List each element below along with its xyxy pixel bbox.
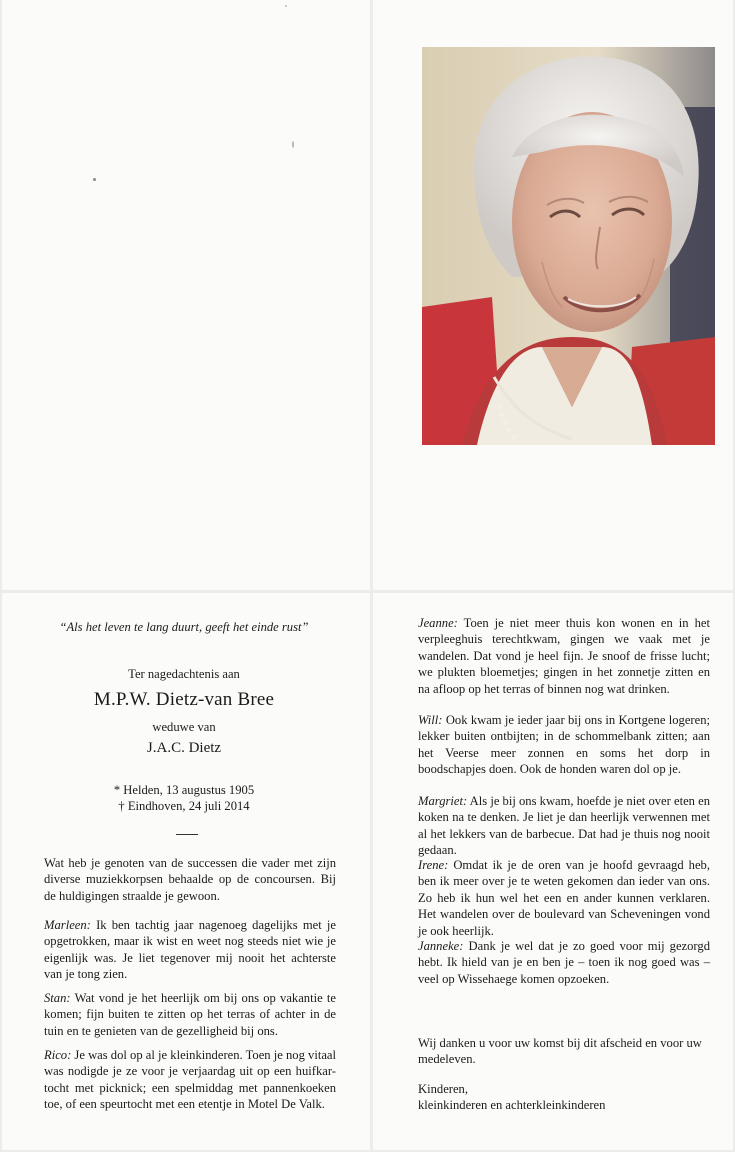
- paragraph-intro: Wat heb je genoten van de successen die vader met zijn diverse muziekkorpsen behaalde op de concoursen. Bij de huldigingen straalde je gewoon.: [44, 856, 336, 903]
- paper-speck: [292, 141, 294, 148]
- paragraph-text: Je was dol op al je kleinkinderen. Toen je nog vitaal was nodigde je ze voor je verjaardag uit op een huifkar-tocht met picknick; een spelmiddag met pannenkoeken toe, of een speurtocht met een etentje in Motel De Valk.: [44, 1048, 336, 1112]
- paragraph-rico: [44, 1047, 336, 1113]
- speaker-name: Jeanne:: [418, 616, 458, 630]
- paper-speck: [285, 5, 287, 7]
- paragraph-text: Als je bij ons kwam, hoefde je niet over eten en koken na te denken. Je liet je dan heerlijk verwennen met al het lekkers van de barbecue. Dat had je thuis nog nooit gedaan.: [418, 794, 710, 858]
- paragraph-text: Omdat ik je de oren van je hoofd gevraagd heb, ben ik meer over je te weten gekomen dan ieder van ons. Zo heb ik hun wel het een en ander kunnen verklaren. Het wandelen over de boulevard van Scheveningen vond je ook heerlijk.: [418, 858, 710, 938]
- speaker-name: Rico:: [44, 1048, 72, 1062]
- speaker-name: Will:: [418, 713, 443, 727]
- paragraph-janneke: [418, 938, 710, 987]
- paragraph-text: Wat vond je het heerlijk om bij ons op vakantie te komen; fijn buiten te zitten op het terras of achter in de tuin en te genieten van de gezelligheid bij ons.: [44, 991, 336, 1038]
- paragraph-irene: [418, 857, 710, 939]
- card-panel-top-left: [2, 0, 370, 590]
- birth-line: * Helden, 13 augustus 1905: [113, 783, 255, 797]
- spouse-name: J.A.C. Dietz: [146, 740, 222, 756]
- paragraph-jeanne: [418, 615, 710, 697]
- widow-line: weduwe van: [152, 720, 216, 734]
- memorial-quote: “Als het leven te lang duurt, geeft het einde rust”: [59, 620, 309, 634]
- thanks-paragraph: Wij danken u voor uw komst bij dit afscheid en voor uw medeleven.: [418, 1036, 702, 1067]
- paragraph-text: Ook kwam je ieder jaar bij ons in Kortgene logeren; lekker buiten ontbijten; in de schommelbank zitten; aan het Veerse meer zonnen en soms het dorp in boodschapjes doen. Ook de honden waren dol op je.: [418, 713, 710, 777]
- speaker-name: Janneke:: [418, 939, 464, 953]
- signoff-line: Kinderen,: [418, 1082, 469, 1096]
- speaker-name: Margriet:: [418, 794, 468, 808]
- paragraph-text: Dank je wel dat je zo goed voor mij gezorgd hebt. Ik hield van je en ben je – toen ik nog goed was – veel op Wissehaege komen opzoeken.: [418, 939, 710, 986]
- speaker-name: Stan:: [44, 991, 71, 1005]
- signoff-line: kleinkinderen en achterkleinkinderen: [418, 1098, 606, 1112]
- paragraph-marleen: [44, 917, 336, 983]
- speaker-name: Irene:: [418, 858, 449, 872]
- paragraph-text: Ik ben tachtig jaar nagenoeg dagelijks met je opgetrokken, maar ik wist en weet nog steeds niet wie je eigenlijk was. Je liet tegenover mij nooit het achterste van je tong zien.: [44, 918, 336, 982]
- paragraph-text: Toen je niet meer thuis kon wonen en in het verpleeghuis terechtkwam, gingen we vaak met je wandelen. Dat vond je heel fijn. Je snoof de frisse lucht; we plukten bloemetjes; gingen in het zonnetje zitten en na afloop op het terras of binnen nog wat drinken.: [418, 616, 710, 696]
- paragraph-will: [418, 712, 710, 778]
- speaker-name: Marleen:: [44, 918, 91, 932]
- memory-line: Ter nagedachtenis aan: [128, 667, 240, 681]
- paper-speck: [93, 178, 96, 181]
- death-line: † Eindhoven, 24 juli 2014: [118, 799, 250, 813]
- paragraph-stan: [44, 990, 336, 1039]
- paragraph-margriet: [418, 793, 710, 859]
- divider: [176, 834, 198, 835]
- portrait-photo: [422, 47, 715, 445]
- deceased-name: M.P.W. Dietz-van Bree: [93, 689, 275, 710]
